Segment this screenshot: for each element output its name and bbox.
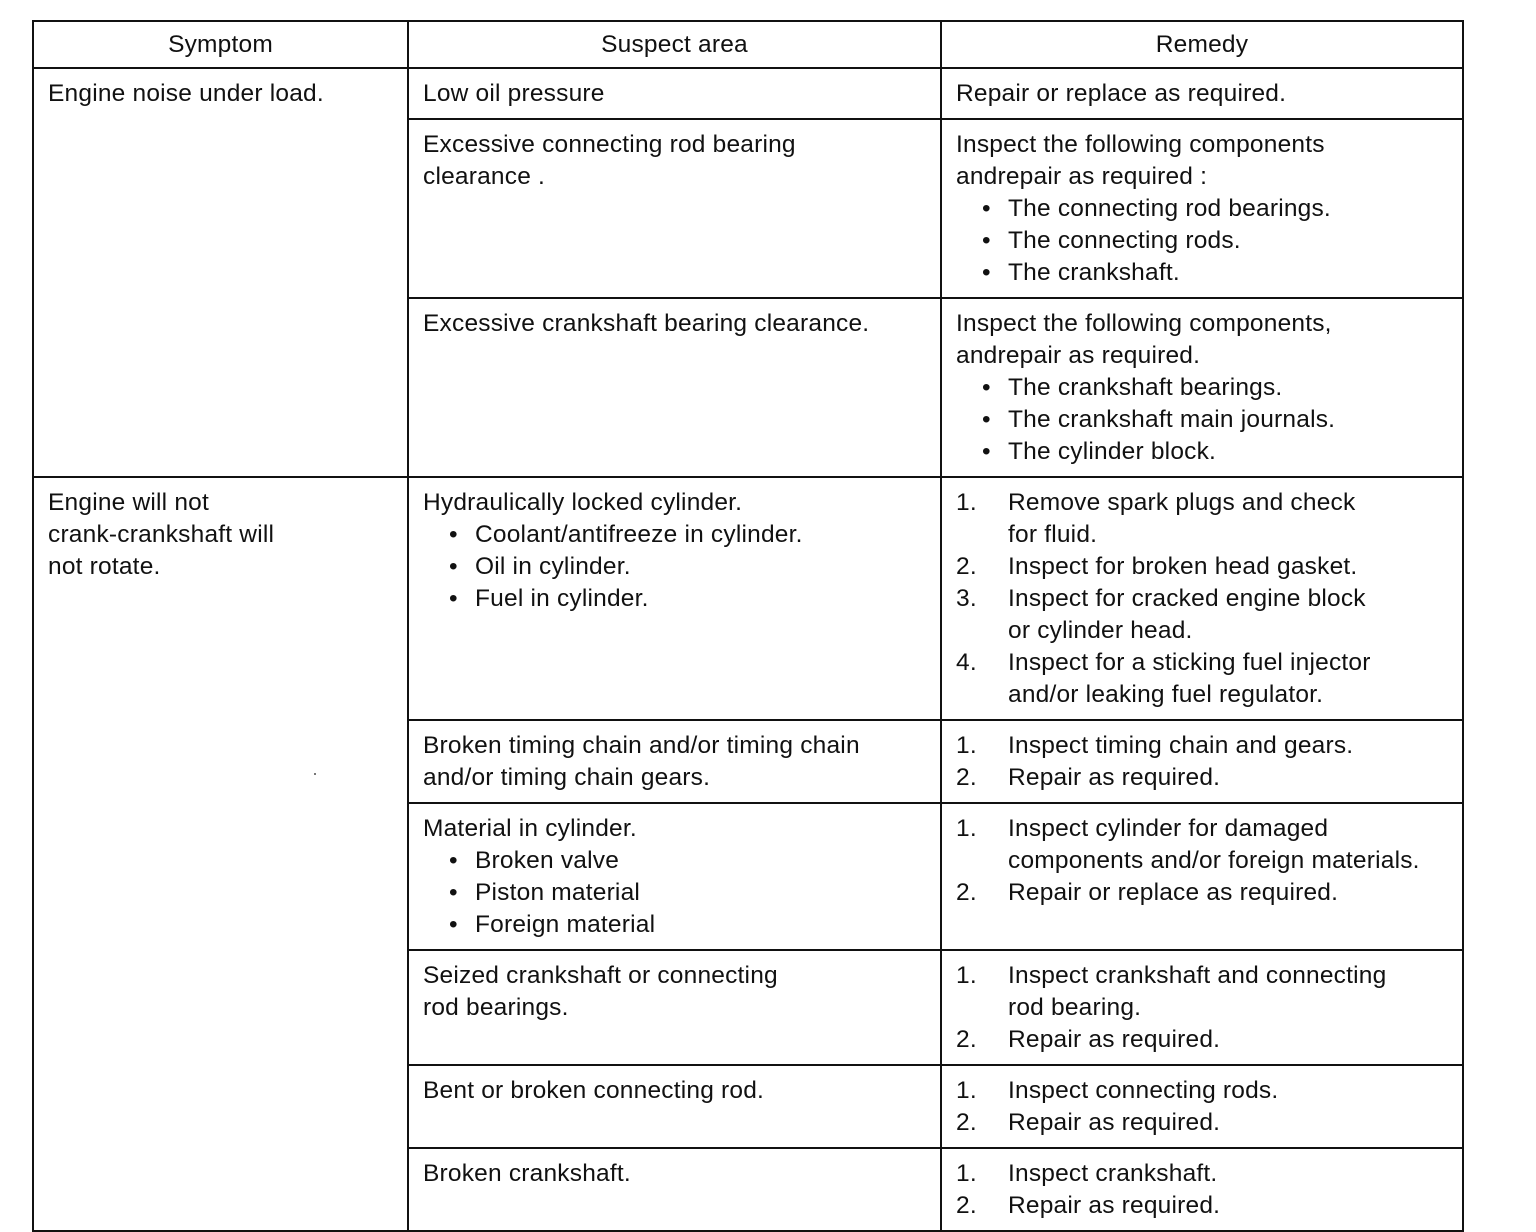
remedy-bullet-list: [956, 372, 1448, 468]
remedy-content: [942, 804, 1462, 917]
remedy-content: [942, 1066, 1462, 1147]
header-symptom: Symptom: [33, 21, 408, 68]
remedy-cell: [941, 119, 1463, 298]
suspect-area-content: [409, 478, 940, 623]
remedy-content: [942, 120, 1462, 297]
remedy-step-list: [956, 960, 1448, 1056]
remedy-step: [956, 1024, 1448, 1056]
suspect-area-text: Seized crankshaft or connecting rod bearings.: [423, 962, 778, 1021]
remedy-content: [942, 1149, 1462, 1230]
scan-speck: [314, 773, 316, 775]
suspect-bullet-list: [423, 519, 926, 615]
suspect-area-content: [409, 951, 940, 1032]
step-number: 2.: [956, 1109, 977, 1136]
suspect-bullet-list: [423, 845, 926, 941]
suspect-area-text: Excessive connecting rod bearing clearance .: [423, 131, 796, 190]
remedy-step: [956, 647, 1448, 711]
remedy-bullet-item: • The crankshaft.: [956, 257, 1448, 289]
remedy-cell: [941, 477, 1463, 720]
remedy-bullet-item: • The connecting rods.: [956, 225, 1448, 257]
remedy-content: [942, 721, 1462, 802]
remedy-step: [956, 551, 1448, 583]
remedy-content: [942, 478, 1462, 719]
remedy-step-list: [956, 730, 1448, 794]
step-number: 1.: [956, 489, 977, 516]
table-row: [33, 68, 1463, 119]
suspect-area-cell: [408, 1148, 941, 1231]
suspect-bullet-item: • Piston material: [423, 877, 926, 909]
suspect-area-content: [409, 1149, 940, 1198]
remedy-step: [956, 1075, 1448, 1107]
remedy-step: [956, 1158, 1448, 1190]
step-text: Repair as required.: [1008, 1109, 1221, 1136]
remedy-bullet-item: • The cylinder block.: [956, 436, 1448, 468]
remedy-step: [956, 730, 1448, 762]
suspect-area-text: Hydraulically locked cylinder.: [423, 489, 743, 516]
step-number: 2.: [956, 553, 977, 580]
step-text: Inspect connecting rods.: [1008, 1077, 1279, 1104]
suspect-area-cell: [408, 477, 941, 720]
suspect-area-content: [409, 120, 940, 201]
remedy-step-list: [956, 1075, 1448, 1139]
suspect-area-content: [409, 299, 940, 348]
suspect-area-text: Broken timing chain and/or timing chain and/or timing chain gears.: [423, 732, 860, 791]
remedy-cell: [941, 1148, 1463, 1231]
remedy-step: [956, 1190, 1448, 1222]
remedy-intro: Inspect the following components andrepair as required :: [956, 131, 1325, 190]
symptom-cell: [33, 477, 408, 1231]
step-text: Repair as required.: [1008, 764, 1221, 791]
symptom-text: Engine noise under load.: [48, 80, 324, 107]
step-number: 1.: [956, 962, 977, 989]
remedy-bullet-item: • The connecting rod bearings.: [956, 193, 1448, 225]
remedy-cell: [941, 68, 1463, 119]
remedy-step: [956, 487, 1448, 551]
step-text: Repair as required.: [1008, 1192, 1221, 1219]
suspect-area-cell: [408, 803, 941, 950]
remedy-step: [956, 762, 1448, 794]
suspect-bullet-item: • Foreign material: [423, 909, 926, 941]
remedy-step-list: [956, 813, 1448, 909]
remedy-bullet-item: • The crankshaft bearings.: [956, 372, 1448, 404]
step-number: 1.: [956, 815, 977, 842]
remedy-content: [942, 951, 1462, 1064]
step-number: 1.: [956, 1077, 977, 1104]
suspect-area-text: Low oil pressure: [423, 80, 605, 107]
symptom-cell: [33, 68, 408, 477]
table-row: [33, 477, 1463, 720]
step-number: 1.: [956, 1160, 977, 1187]
step-number: 2.: [956, 1026, 977, 1053]
remedy-bullet-item: • The crankshaft main journals.: [956, 404, 1448, 436]
suspect-area-cell: [408, 298, 941, 477]
suspect-area-text: Bent or broken connecting rod.: [423, 1077, 765, 1104]
step-number: 1.: [956, 732, 977, 759]
remedy-bullet-list: [956, 193, 1448, 289]
suspect-area-text: Excessive crankshaft bearing clearance.: [423, 310, 870, 337]
step-text: Inspect for broken head gasket.: [1008, 553, 1358, 580]
suspect-bullet-item: • Broken valve: [423, 845, 926, 877]
suspect-area-cell: [408, 119, 941, 298]
suspect-bullet-item: • Oil in cylinder.: [423, 551, 926, 583]
remedy-step-list: [956, 1158, 1448, 1222]
step-text: Inspect crankshaft.: [1008, 1160, 1218, 1187]
remedy-step-list: [956, 487, 1448, 711]
suspect-area-text: Broken crankshaft.: [423, 1160, 631, 1187]
step-number: 2.: [956, 764, 977, 791]
troubleshooting-table: [32, 20, 1464, 1232]
remedy-step: [956, 877, 1448, 909]
step-text: Inspect crankshaft and connecting rod bearing.: [1008, 962, 1387, 1021]
remedy-cell: [941, 720, 1463, 803]
step-text: Inspect for cracked engine block or cylinder head.: [1008, 585, 1366, 644]
suspect-bullet-item: • Fuel in cylinder.: [423, 583, 926, 615]
suspect-area-content: [409, 1066, 940, 1115]
header-row: [33, 21, 1463, 68]
step-text: Inspect for a sticking fuel injector and/or leaking fuel regulator.: [1008, 649, 1371, 708]
step-text: Repair as required.: [1008, 1026, 1221, 1053]
step-text: Repair or replace as required.: [1008, 879, 1339, 906]
remedy-cell: [941, 950, 1463, 1065]
remedy-content: [942, 69, 1462, 118]
remedy-step: [956, 1107, 1448, 1139]
suspect-area-cell: [408, 68, 941, 119]
remedy-cell: [941, 1065, 1463, 1148]
suspect-area-content: [409, 721, 940, 802]
step-number: 3.: [956, 585, 977, 612]
table-body: [33, 68, 1463, 1231]
step-text: Inspect cylinder for damaged components and/or foreign materials.: [1008, 815, 1420, 874]
remedy-intro: Inspect the following components, andrepair as required.: [956, 310, 1332, 369]
step-text: Remove spark plugs and check for fluid.: [1008, 489, 1356, 548]
remedy-cell: [941, 298, 1463, 477]
suspect-area-cell: [408, 720, 941, 803]
step-number: 4.: [956, 649, 977, 676]
suspect-bullet-item: • Coolant/antifreeze in cylinder.: [423, 519, 926, 551]
header-suspect-area: Suspect area: [408, 21, 941, 68]
step-number: 2.: [956, 879, 977, 906]
suspect-area-cell: [408, 1065, 941, 1148]
header-remedy: Remedy: [941, 21, 1463, 68]
remedy-step: [956, 583, 1448, 647]
remedy-step: [956, 813, 1448, 877]
suspect-area-content: [409, 804, 940, 949]
remedy-cell: [941, 803, 1463, 950]
step-number: 2.: [956, 1192, 977, 1219]
symptom-text: Engine will not crank-crankshaft will not rotate.: [48, 489, 275, 580]
suspect-area-cell: [408, 950, 941, 1065]
remedy-step: [956, 960, 1448, 1024]
suspect-area-content: [409, 69, 940, 118]
remedy-content: [942, 299, 1462, 476]
remedy-intro: Repair or replace as required.: [956, 80, 1287, 107]
step-text: Inspect timing chain and gears.: [1008, 732, 1354, 759]
suspect-area-text: Material in cylinder.: [423, 815, 637, 842]
